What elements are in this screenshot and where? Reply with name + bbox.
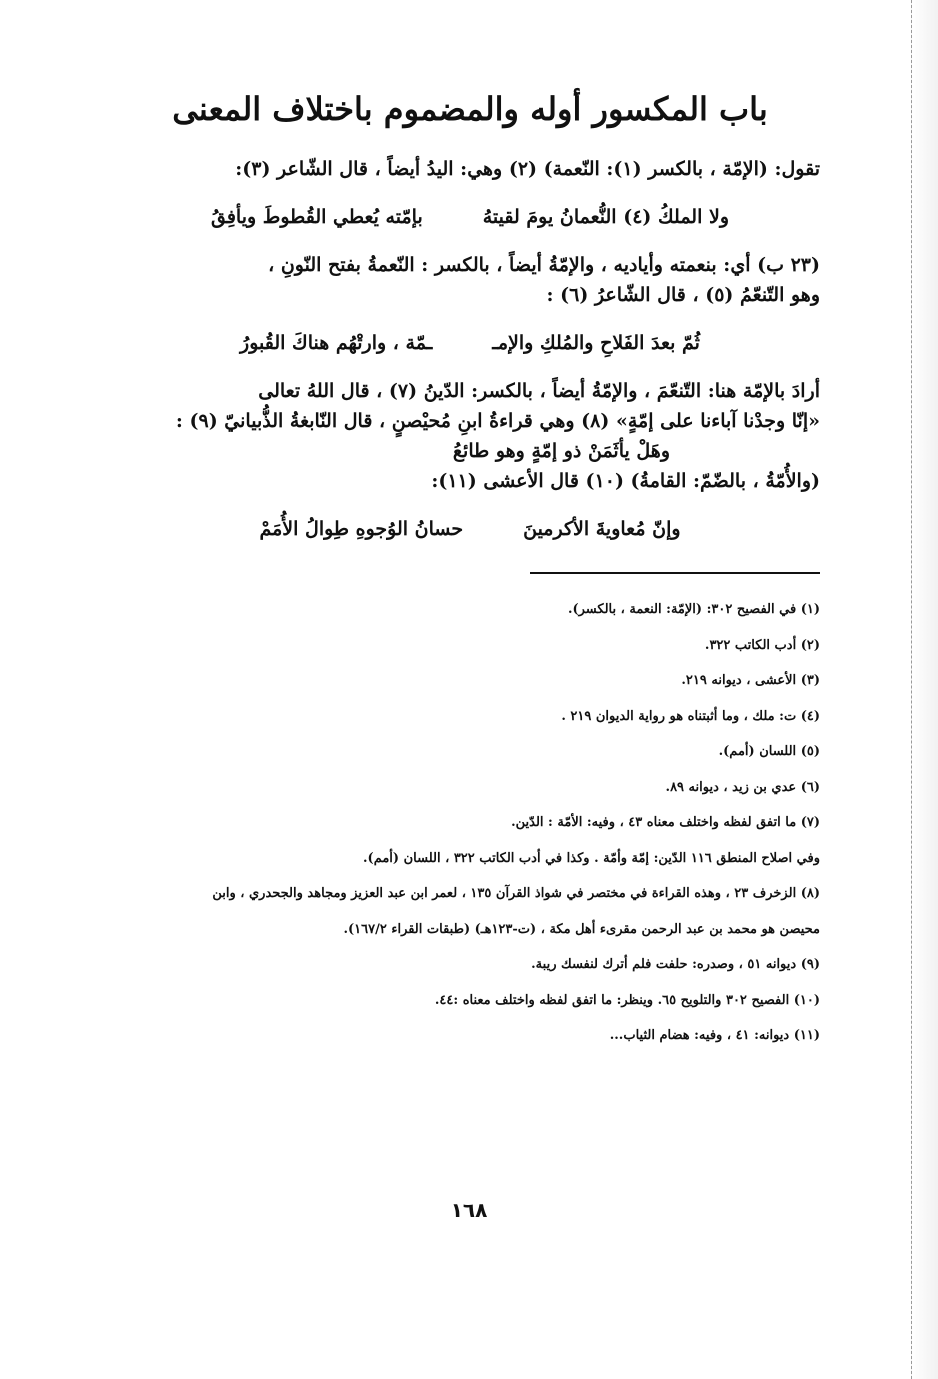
- footnote: (١١) ديوانه: ٤١ ، وفيه: هضام الثياب...: [609, 1028, 820, 1043]
- paragraph-1: [120, 154, 820, 184]
- verse-3-first-hemistich: وإنّ مُعاويةَ الأكرمينَ: [523, 518, 681, 540]
- paragraph-3-line-4: (والأُمّةُ ، بالضّمّ: القامةُ) (١٠) قال الأعشى (١١):: [431, 470, 820, 492]
- paragraph-3-line-2: «إنّا وجدْنا آباءنا على إمّةٍ» (٨) وهي قراءةُ ابنِ مُحيْصنٍ ، قال النّابغةُ الذُّبيانيّ (٩) :: [175, 410, 820, 432]
- footnote: (١) في الفصيح ٣٠٢: (الإمّة: النعمة ، بالكسر).: [567, 602, 820, 617]
- footnote: (٥) اللسان (أمم).: [718, 744, 820, 759]
- verse-1: [120, 202, 820, 232]
- paragraph-1-line: تقول: (الإمّة ، بالكسر (١): النّعمة) (٢) وهي: اليدُ أيضاً ، قال الشّاعر (٣):: [235, 158, 820, 180]
- footnote: محيصن هو محمد بن عبد الرحمن مقرىء أهل مكة ، (ت-١٢٣هـ) (طبقات القراء ١٦٧/٢).: [343, 921, 820, 937]
- verse-2-second-hemistich: ـمّة ، وارتْهُم هناكَ القُبورُ: [240, 332, 433, 354]
- verse-3: [120, 514, 820, 544]
- verse-1-first-hemistich: ولا الملكُ (٤) النُّعمانُ يومَ لقيتهُ: [482, 206, 729, 228]
- verse-2-first-hemistich: ثُمّ بعدَ الفَلاحِ والمُلكِ والإمـ: [492, 332, 700, 354]
- verse-2: [120, 328, 820, 358]
- footnote: (٦) عدي بن زيد ، ديوانه ٨٩.: [665, 779, 820, 795]
- book-page: [120, 90, 820, 1054]
- paragraph-3-line-1: أرادَ بالإمّة هنا: التّنعّمَ ، والإمّةُ أيضاً ، بالكسر: الدّينُ (٧) ، قال اللهُ تعالى: [258, 380, 820, 402]
- footnote: (٢) أدب الكاتب ٣٢٢.: [704, 637, 820, 653]
- footnote: (٤) ت: ملك ، وما أثبتناه هو رواية الديوان ٢١٩ .: [561, 708, 820, 724]
- footnote: (٩) ديوانه ٥١ ، وصدره: حلفت فلم أترك لنفسك ريبة.: [531, 957, 820, 972]
- paragraph-2-line-2: وهو التّنعّمُ (٥) ، قال الشّاعرُ (٦) :: [546, 284, 820, 306]
- footnotes: [120, 592, 820, 1054]
- footnote-separator: [530, 572, 820, 574]
- verse-1-second-hemistich: بإمّته يُعطي القُطوطَ ويأفِقُ: [211, 206, 423, 228]
- paragraph-3: [120, 376, 820, 496]
- verse-3-second-hemistich: حسانُ الوُجوهِ طِوالُ الأُمَمْ: [259, 518, 464, 540]
- footnote: (١٠) الفصيح ٣٠٢ والتلويح ٦٥. وينظر: ما اتفق لفظه واختلف معناه :٤٤.: [434, 992, 820, 1008]
- paragraph-2-line-1: (٢٣ ب) أي: بنعمته وأياديه ، والإمّةُ أيضاً ، بالكسر : النّعمةُ بفتح النّونِ ،: [268, 254, 820, 276]
- page-number: ١٦٨: [450, 1198, 488, 1222]
- footnote: وفي اصلاح المنطق ١١٦ الدّين: إمّة وأمّة . وكذا في أدب الكاتب ٣٢٢ ، اللسان (أمم).: [363, 850, 820, 866]
- footnote: (٨) الزخرف ٢٣ ، وهذه القراءة في مختصر في شواذ القرآن ١٣٥ ، لعمر ابن عبد العزيز ومجاهد والجحدري ، وابن: [212, 886, 820, 901]
- paragraph-3-verse-fragment: وهَلْ يأثَمَنْ ذو إمّةٍ وهو طائعُ: [452, 440, 670, 462]
- scan-margin-edge: [911, 0, 938, 1379]
- paragraph-2: [120, 250, 820, 310]
- footnote: (٣) الأعشى ، ديوانه ٢١٩.: [681, 673, 820, 688]
- footnote: (٧) ما اتفق لفظه واختلف معناه ٤٣ ، وفيه: الأمّة : الدّين.: [511, 815, 820, 830]
- chapter-title: باب المكسور أوله والمضموم باختلاف المعنى: [172, 90, 768, 128]
